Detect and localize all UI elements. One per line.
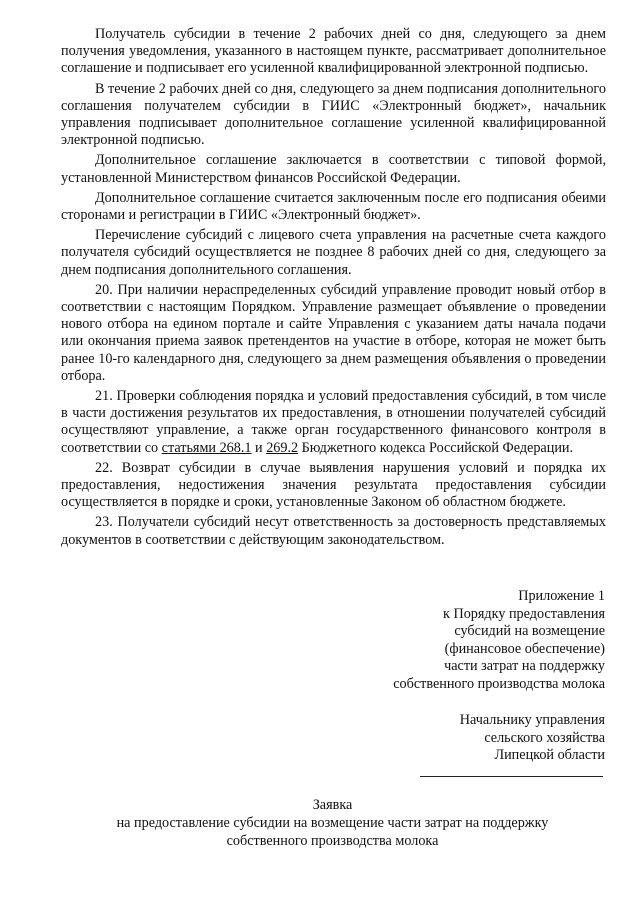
link-article-268-1[interactable]: статьями 268.1 [161,439,252,456]
document-body [61,26,606,552]
paragraph-21-tail: Бюджетного кодекса Российской Федерации. [298,439,574,456]
application-title-block [60,796,605,850]
addressee-line: Липецкой области [494,747,605,764]
paragraph-typical-form: Дополнительное соглашение заключается в соответствии с типовой формой, установленной Министерством финансов Российской Федерации. [61,152,606,186]
application-title: Заявка [312,797,353,813]
paragraph-23: 23. Получатели субсидий несут ответственность за достоверность представляемых документов в соответствии с действующим законодательством. [61,514,606,548]
appendix-line: к Порядку предоставления [443,605,605,622]
addressee-block [400,712,605,765]
paragraph-22: 22. Возврат субсидии в случае выявления нарушения условий и порядка их предоставления, недостижения значения результата предоставления субсидии осуществляется в порядке и сроки, установленные Законом об областном бюджете. [61,459,606,511]
appendix-line: Приложение 1 [518,588,605,604]
addressee-line: сельского хозяйства [484,729,605,746]
paragraph-21-conj: и [251,439,267,456]
paragraph-recipient-signs: Получатель субсидии в течение 2 рабочих дней со дня, следующего за днем получения уведомления, указанного в настоящем пункте, рассматривает дополнительное соглашение и подписывает его усиленной квалифицированной электронной подписью. [61,26,606,77]
paragraph-agreement-concluded: Дополнительное соглашение считается заключенным после его подписания обеими сторонами и регистрации в ГИИС «Электронный бюджет». [61,189,606,224]
application-subtitle-line-1: на предоставление субсидии на возмещение части затрат на поддержку [116,815,549,831]
application-subtitle-line-2: собственного производства молока [226,833,439,849]
appendix-line: части затрат на поддержку [444,658,605,675]
appendix-header [360,588,605,694]
addressee-line: Начальнику управления [459,712,605,728]
paragraph-20: 20. При наличии нераспределенных субсидий управление проводит новый отбор в соответствии с настоящим Порядком. Управление размещает объявление о проведении нового отбора на едином портале и сайте Управления с указанием даты начала подачи или окончания приема заявок претендентов на участие в отборе, которая не может быть ранее 10-го календарного дня, следующего за днем размещения объявления о проведении отбора. [61,281,606,384]
paragraph-head-signs: В течение 2 рабочих дней со дня, следующего за днем подписания дополнительного соглашения получателем субсидии в ГИИС «Электронный бюджет», начальник управления подписывает дополнительное соглашение усиленной квалифицированной электронной подписью. [61,80,606,149]
appendix-line: собственного производства молока [393,675,605,692]
appendix-line: субсидий на возмещение [454,623,605,640]
appendix-line: (финансовое обеспечение) [444,640,605,657]
sender-name-line [420,776,603,777]
paragraph-transfer: Перечисление субсидий с лицевого счета управления на расчетные счета каждого получателя субсидий осуществляется не позднее 8 рабочих дней со дня, следующего за днем подписания дополнительного соглашения. [61,227,606,278]
paragraph-21 [61,388,606,457]
link-article-269-2[interactable]: 269.2 [266,439,299,456]
paragraph-21-text: 21. Проверки соблюдения порядка и условий предоставления субсидий, в том числе в части достижения результатов их предоставления, в отношении получателей субсидий осуществляют управление, а также орган государственного финансового контроля в соответствии со [61,388,606,456]
